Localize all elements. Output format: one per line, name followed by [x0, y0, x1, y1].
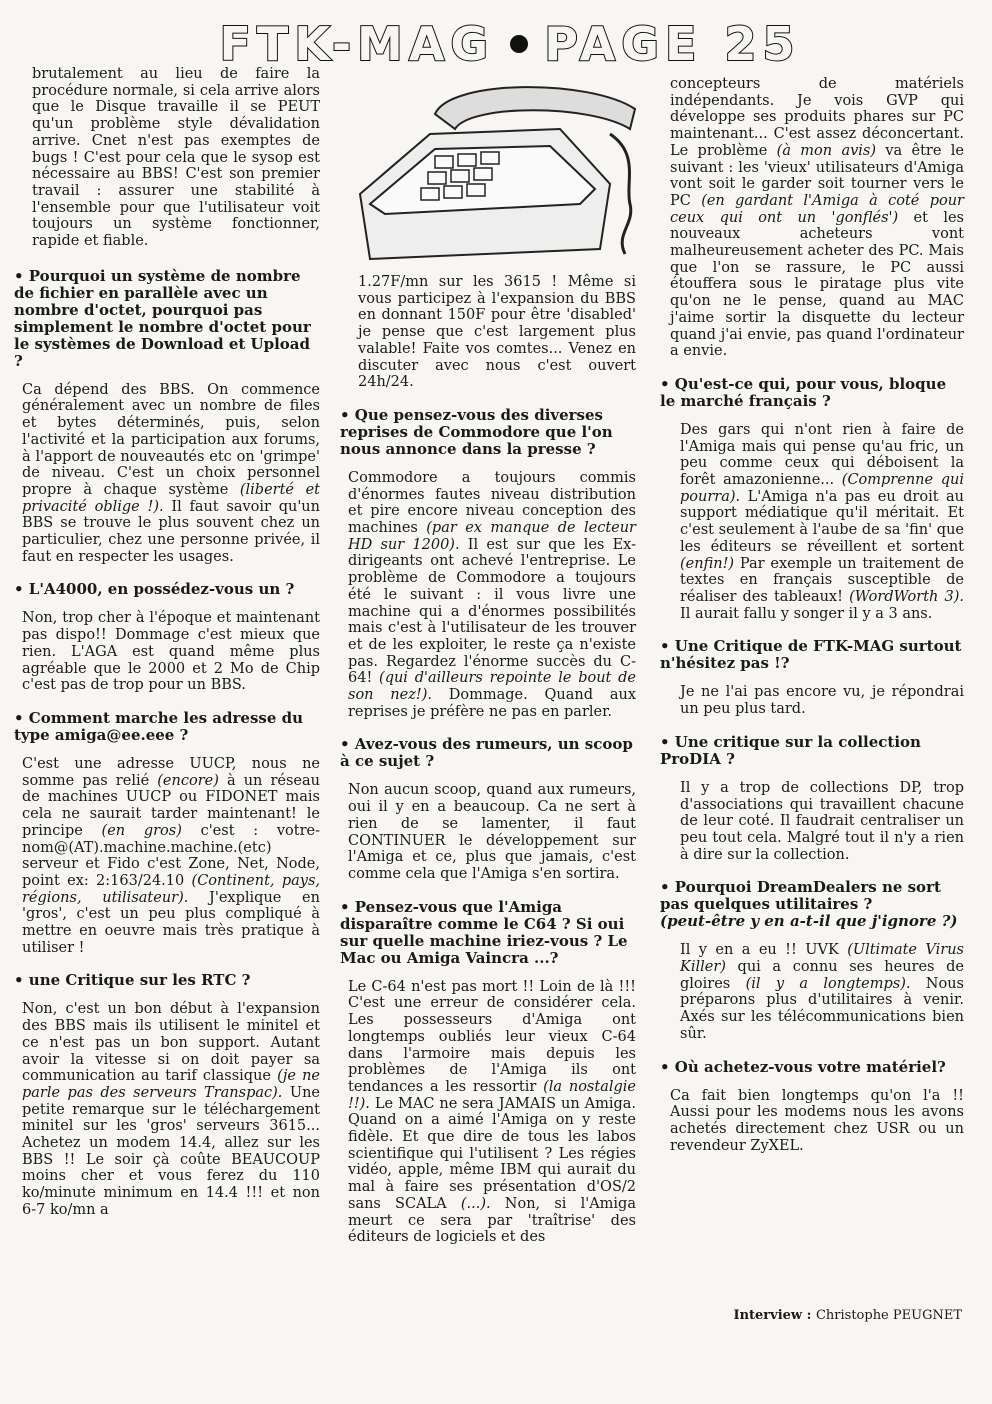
question-heading: • Qu'est-ce qui, pour vous, bloque le marché français ? [660, 374, 947, 410]
credit-name: Christophe PEUGNET [815, 1308, 962, 1323]
question-heading: • Que pensez-vous des diverses reprises de Commodore que l'on nous annonce dans la presse ? [340, 405, 613, 458]
masthead [130, 18, 890, 70]
paragraph: C'est une adresse UUCP, nous ne somme pas relié (encore) à un réseau de machines UUCP ou FIDONET mais cela ne saurait tarder maintenant! le principe (en gros) c'est : votre-nom@(AT).machine.machine.(etc) serveur et Fido c'est Zone, Net, Node, point ex: 2:163/24.10 (Continent, pays, régions, utilisateur). J'explique en 'gros', c'est un peu plus compliqué à mettre en oeuvre mais très pratique à utiliser ! [22, 755, 320, 956]
paragraph: Ca dépend des BBS. On commence généralement avec un nombre de files et bytes déterminés, puis, selon l'activité et la participation aux forums, à l'apport de nouveautés etc on 'grimpe' de niveau. C'est un choix personnel propre à chaque système (liberté et privacité oblige !). Il faut savoir qu'un BBS se trouve le plus souvent chez un particulier, chez une personne privée, il faut en respecter les usages. [22, 381, 321, 565]
question-heading: • Pourquoi un système de nombre de fichier en parallèle avec un nombre d'octet, pourquoi pas simplement le nombre d'octet pour le systèmes de Download et Upload ? [14, 266, 311, 370]
column-3 [660, 76, 966, 1154]
question-heading: • Une Critique de FTK-MAG surtout n'hésitez pas !? [660, 637, 962, 673]
question-heading: • Comment marche les adresse du type amiga@ee.eee ? [14, 708, 304, 744]
question-heading: • Avez-vous des rumeurs, un scoop à ce sujet ? [340, 735, 633, 771]
question-heading: • une Critique sur les RTC ? [14, 971, 251, 990]
paragraph: Je ne l'ai pas encore vu, je répondrai un peu plus tard. [680, 684, 964, 718]
paragraph: Il y a trop de collections DP, trop d'associations qui travaillent chacune de leur coté. Il faudrait centraliser un peu tout cela. Malgré tout il n'y a rien à dire sur la collection. [680, 779, 964, 863]
credit-label: Interview : [733, 1308, 812, 1323]
column-1 [14, 66, 322, 1219]
paragraph: Des gars qui n'ont rien à faire de l'Amiga mais qui pense qu'au fric, un peu comme ceux qui déboisent la forêt amazonienne... (Comprenne qui pourra). L'Amiga n'a pas eu droit au support médiatique qu'il méritait. Et c'est seulement à l'aube de sa 'fin' que les éditeurs se réveillent et sortent (enfin!) Par exemple un traitement de textes en français susceptible de réaliser des tableaux! (WordWorth 3). Il aurait fallu y songer il y a 3 ans. [680, 421, 964, 622]
paragraph: Il y en a eu !! UVK (Ultimate Virus Killer) qui a connu ses heures de gloires (il y a longtemps). Nous préparons plus d'utilitaires à venir. Axés sur les télécommunications bien sûr. [680, 942, 964, 1042]
paragraph: 1.27F/mn sur les 3615 ! Même si vous participez à l'expansion du BBS en donnant 150F pour être 'disabled' je pense que c'est largement plus valable! Faite vos comtes... Venez en discuter avec nous c'est ouvert 24h/24. [358, 274, 636, 391]
paragraph: Ca fait bien longtemps qu'on l'a !! Aussi pour les modems nous les avons achetés directement chez USR ou un revendeur ZyXEL. [670, 1087, 964, 1154]
paragraph: Commodore a toujours commis d'énormes fautes niveau distribution et pire encore niveau conception des machines (par ex manque de lecteur HD sur 1200). Il est sur que les Ex-dirigeants ont achevé l'entreprise. Le problème de Commodore a toujours été le suivant : il vous livre une machine qui a d'énormes possibilités mais c'est à l'utilisateur de les trouver et de les exploiter, le reste ça n'existe pas. Regardez l'énorme succès du C-64! (qui d'ailleurs repointe le bout de son nez!). Dommage. Quand aux reprises je préfère ne pas en parler. [348, 469, 636, 720]
paragraph: Non, c'est un bon début à l'expansion des BBS mais ils utilisent le minitel et ce n'est pas un bon support. Autant avoir la vitesse si on doit payer sa communication au tarif classique (je ne parle pas des serveurs Transpac). Une petite remarque sur le téléchargement minitel sur les 'gros' serveurs 3615... Achetez un modem 14.4, allez sur les BBS !! Le soir çà coûte BEAUCOUP moins cher et vous ferez du 110 ko/minute minimum en 14.4 !!! et non 6-7 ko/mn a [22, 1001, 320, 1218]
masthead-title: FTK-MAG [219, 17, 495, 71]
question-heading: • L'A4000, en possédez-vous un ? [14, 580, 295, 599]
paragraph: Non aucun scoop, quand aux rumeurs, oui il y en a beaucoup. Ca ne sert à rien de se lamenter, il faut CONTINUER le développement sur l'Amiga et ce, plus que jamais, c'est comme cela que l'Amiga s'en sortira. [348, 782, 636, 882]
question-heading: • Pourquoi DreamDealers ne sort pas quelques utilitaires ? (peut-être y en a-t-il que j'ignore ?) [660, 878, 958, 931]
author-credit [733, 1308, 962, 1323]
telephone-icon [340, 74, 640, 274]
paragraph: concepteurs de matériels indépendants. Je vois GVP qui développe ses produits phares sur PC maintenant... C'est assez déconcertant. Le problème (à mon avis) va être le suivant : les 'vieux' utilisateurs d'Amiga vont soit le garder soit tourner vers le PC (en gardant l'Amiga à coté pour ceux qui ont un 'gonflés') et les nouveaux acheteurs vont malheureusement acheter des PC. Mais que l'on se rassure, le PC aussi étouffera sous le piratage plus vite qu'on ne le pense, quand au MAC j'aime sortir la disquette du lecteur quand j'ai envie, pas quand l'ordinateur a envie. [670, 76, 964, 360]
bullet-dot-icon [510, 35, 528, 53]
question-heading: • Pensez-vous que l'Amiga disparaître comme le C64 ? Si oui sur quelle machine iriez-vous ? Le Mac ou Amiga Vaincra ...? [340, 897, 628, 967]
paragraph: brutalement au lieu de faire la procédure normale, si cela arrive alors que le Disque travaille il se PEUT qu'un problème style dévalidation arrive. Cnet n'est pas exemptes de bugs ! C'est pour cela que le sysop est nécessaire au BBS! C'est son premier travail : assurer une stabilité à l'ensemble pour que l'utilisateur voit toujours un système fonctionner, rapide et fiable. [32, 66, 320, 250]
page-number: PAGE 25 [544, 17, 801, 71]
paragraph: Le C-64 n'est pas mort !! Loin de là !!! C'est une erreur de considérer cela. Les possesseurs d'Amiga ont longtemps oubliés leur vieux C-64 dans l'armoire mais depuis les problèmes de l'Amiga ils ont tendances a les ressortir (la nostalgie !!). Le MAC ne sera JAMAIS un Amiga. Quand on a aimé l'Amiga on y reste fidèle. Et que dire de tous les labos scientifique qui l'utilisent ? Les régies vidéo, apple, même IBM qui aurait du mal à faire ses présentation d'OS/2 sans SCALA (...). Non, si l'Amiga meurt ce sera par 'traîtrise' des éditeurs de logiciels et des [348, 978, 636, 1246]
paragraph: Non, trop cher à l'époque et maintenant pas dispo!! Dommage c'est mieux que rien. L'AGA est quand même plus agréable que le 2000 et 2 Mo de Chip c'est pas de trop pour un BBS. [22, 610, 320, 694]
question-heading: • Une critique sur la collection ProDIA ? [660, 732, 921, 768]
question-heading: • Où achetez-vous votre matériel? [660, 1057, 946, 1076]
